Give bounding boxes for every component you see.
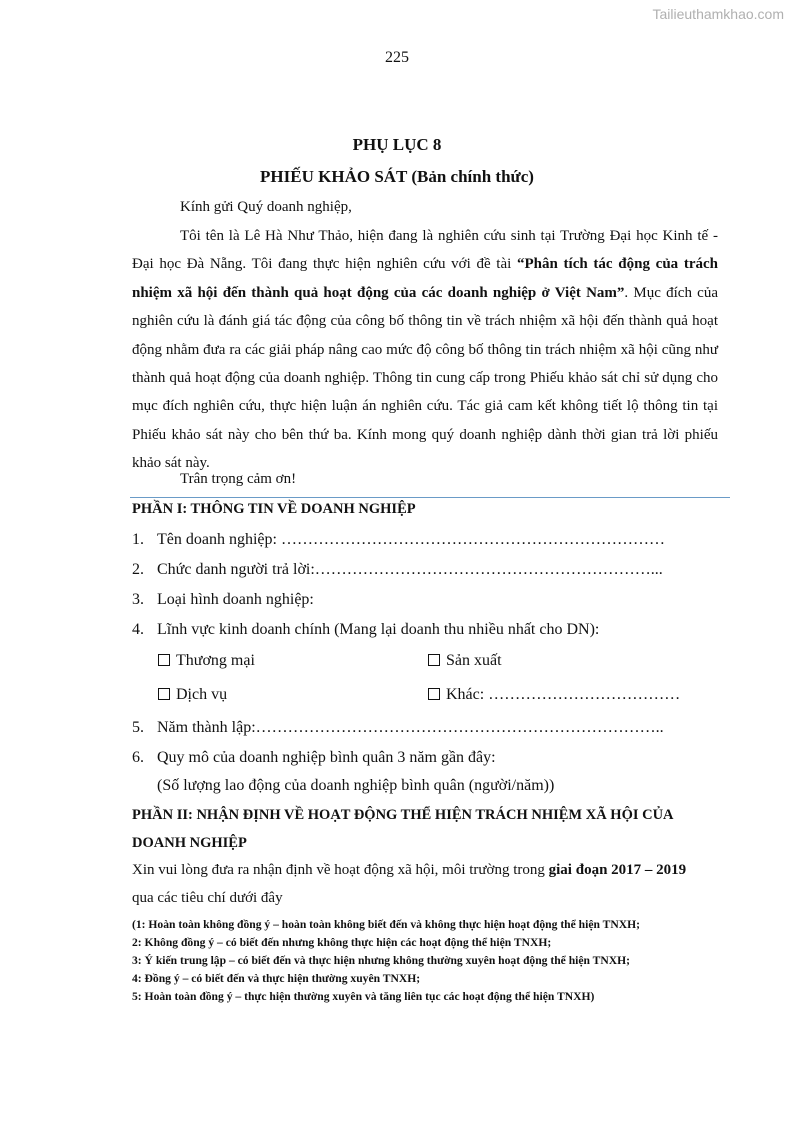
question-number: 5. xyxy=(132,719,144,736)
scale-line-1: (1: Hoàn toàn không đồng ý – hoàn toàn không biết đến và không thực hiện hoạt động thể hiện TNXH; xyxy=(132,918,640,931)
scale-line-4: 4: Đồng ý – có biết đến và thực hiện thường xuyên TNXH; xyxy=(132,972,421,985)
instruction-period: giai đoạn 2017 – 2019 xyxy=(548,862,687,878)
survey-title: PHIẾU KHẢO SÁT (Bản chính thức) xyxy=(260,167,534,186)
part2-instruction xyxy=(132,862,686,879)
scale-line-2: 2: Không đồng ý – có biết đến nhưng không thực hiện các hoạt động thể hiện TNXH; xyxy=(132,936,552,949)
watermark: Tailieuthamkhao.com xyxy=(652,6,784,22)
question-1 xyxy=(132,531,665,549)
part2-title-line1: PHẦN II: NHẬN ĐỊNH VỀ HOẠT ĐỘNG THỂ HIỆN TRÁCH NHIỆM XÃ HỘI CỦA xyxy=(132,807,674,823)
option-label: Khác: ……………………………… xyxy=(446,686,681,703)
scale-line-5: 5: Hoàn toàn đồng ý – thực hiện thường xuyên và tăng liên tục các hoạt động thể hiện TNXH) xyxy=(132,990,595,1003)
question-2 xyxy=(132,561,663,579)
appendix-title: PHỤ LỤC 8 xyxy=(352,135,442,154)
question-number: 6. xyxy=(132,749,144,766)
option-thuong-mai[interactable] xyxy=(158,652,255,670)
question-number: 3. xyxy=(132,591,144,608)
question-text: Chức danh người trả lời:………………………………………………………... xyxy=(157,561,663,578)
question-text: Năm thành lập:………………………………………………………………….. xyxy=(157,719,664,736)
question-text: Tên doanh nghiệp: ……………………………………………………………… xyxy=(157,531,665,548)
part2-title-line2: DOANH NGHIỆP xyxy=(132,835,247,851)
question-number: 2. xyxy=(132,561,144,578)
closing: Trân trọng cảm ơn! xyxy=(180,471,297,487)
part1-title: PHẦN I: THÔNG TIN VỀ DOANH NGHIỆP xyxy=(132,501,416,517)
research-topic: “Phân tích tác động của trách nhiệm xã hội đến thành quả hoạt động của các doanh nghiệp ở Việt Nam” xyxy=(132,256,719,301)
option-san-xuat[interactable] xyxy=(428,652,502,670)
intro-paragraph xyxy=(132,222,718,478)
option-label: Dịch vụ xyxy=(176,686,228,703)
checkbox-icon[interactable] xyxy=(158,688,170,700)
question-text: Quy mô của doanh nghiệp bình quân 3 năm gần đây: xyxy=(157,749,496,766)
intro-text-2: . Mục đích của nghiên cứu là đánh giá tác động của công bố thông tin về trách nhiệm xã hội đến thành quả hoạt động nhằm đưa ra các giải pháp nâng cao mức độ công bố thông tin trách nhiệm xã hội cũng như thành quả hoạt động của doanh nghiệp. Thông tin cung cấp trong Phiếu khảo sát chỉ sử dụng cho mục đích nghiên cứu, thực hiện luận án nghiên cứu. Tác giả cam kết không tiết lộ thông tin tại Phiếu khảo sát này cho bên thứ ba. Kính mong quý doanh nghiệp dành thời gian trả lời phiếu khảo sát này. xyxy=(132,284,718,472)
checkbox-icon[interactable] xyxy=(428,688,440,700)
option-khac[interactable] xyxy=(428,686,680,704)
question-5 xyxy=(132,719,664,737)
question-number: 1. xyxy=(132,531,144,548)
section-divider xyxy=(130,497,730,498)
intro-text-1: Tôi tên là Lê Hà Như Thảo, hiện đang là nghiên cứu sinh tại Trường Đại học Kinh tế - Đại học Đà Nẵng. Tôi đang thực hiện nghiên cứu với đề tài xyxy=(132,228,718,273)
checkbox-icon[interactable] xyxy=(158,654,170,666)
question-number: 4. xyxy=(132,621,144,638)
greeting: Kính gửi Quý doanh nghiệp, xyxy=(180,199,352,215)
option-label: Sản xuất xyxy=(446,652,502,669)
question-6 xyxy=(132,749,496,767)
part2-instruction-cont: qua các tiêu chí dưới đây xyxy=(132,890,283,906)
question-text: Loại hình doanh nghiệp: xyxy=(157,591,314,608)
option-dich-vu[interactable] xyxy=(158,686,227,704)
option-label: Thương mại xyxy=(176,652,255,669)
page-number: 225 xyxy=(385,49,409,66)
instruction-text: Xin vui lòng đưa ra nhận định về hoạt động xã hội, môi trường trong xyxy=(132,862,549,878)
scale-line-3: 3: Ý kiến trung lập – có biết đến và thực hiện nhưng không thường xuyên hoạt động thể hiện TNXH; xyxy=(132,954,631,967)
question-6-note: (Số lượng lao động của doanh nghiệp bình quân (người/năm)) xyxy=(157,777,555,794)
question-text: Lĩnh vực kinh doanh chính (Mang lại doanh thu nhiều nhất cho DN): xyxy=(157,621,600,638)
checkbox-icon[interactable] xyxy=(428,654,440,666)
question-3 xyxy=(132,591,314,609)
question-4 xyxy=(132,621,599,639)
